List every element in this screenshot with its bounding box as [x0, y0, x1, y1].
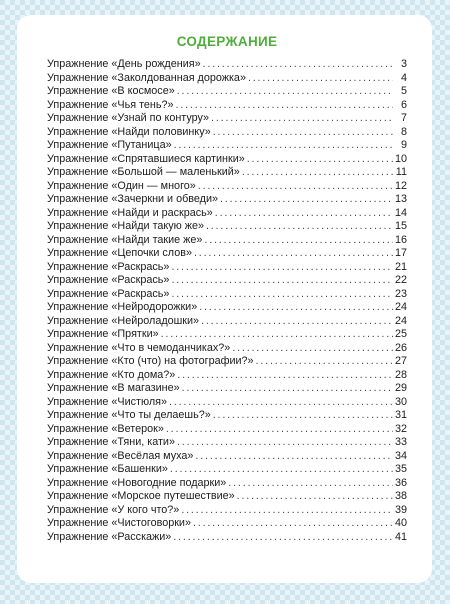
toc-entry-title: Упражнение «Заколдованная дорожка» — [47, 71, 246, 84]
toc-dot-leader — [171, 261, 393, 275]
page-title: СОДЕРЖАНИЕ — [176, 34, 278, 49]
toc-entry-page: 29 — [394, 382, 407, 394]
toc-entry[interactable] — [47, 261, 407, 275]
toc-dot-leader — [247, 153, 393, 167]
toc-entry-title: Упражнение «Прятки» — [47, 328, 159, 340]
toc-entry[interactable] — [47, 382, 407, 396]
toc-dot-leader — [166, 423, 393, 437]
toc-entry-page: 25 — [394, 328, 407, 340]
toc-entry-title: Упражнение «Найди и раскрась» — [47, 206, 213, 219]
toc-entry-page: 30 — [394, 395, 407, 408]
toc-dot-leader — [173, 531, 393, 545]
toc-entry-page: 6 — [400, 98, 407, 111]
toc-entry-title: Упражнение «Раскрась» — [47, 260, 170, 273]
toc-entry-title: Упражнение «Чистюля» — [47, 395, 168, 408]
toc-dot-leader — [182, 382, 393, 396]
toc-entry-title: Упражнение «Раскрась» — [47, 287, 170, 300]
toc-dot-leader — [201, 315, 393, 329]
toc-entry-title: Упражнение «Кто (что) на фотографии?» — [47, 355, 254, 367]
toc-entry[interactable] — [47, 220, 407, 234]
toc-entry-page: 22 — [394, 274, 407, 286]
toc-entry-page: 4 — [400, 71, 407, 84]
toc-entry[interactable] — [47, 477, 407, 491]
toc-entry-page: 34 — [394, 449, 407, 462]
toc-entry[interactable] — [47, 288, 407, 302]
toc-entry[interactable] — [47, 193, 407, 207]
toc-list — [47, 58, 407, 544]
toc-entry-title: Упражнение «Один — много» — [47, 179, 196, 192]
toc-entry-page: 24 — [394, 301, 407, 313]
toc-entry-page: 35 — [394, 463, 407, 475]
toc-entry[interactable] — [47, 274, 407, 288]
toc-dot-leader — [204, 234, 393, 248]
page-card — [17, 15, 432, 583]
toc-entry-page: 16 — [394, 233, 407, 246]
toc-entry[interactable] — [47, 166, 407, 180]
toc-dot-leader — [177, 85, 393, 99]
toc-dot-leader — [171, 274, 393, 288]
toc-entry-page: 3 — [400, 58, 407, 70]
toc-entry-title: Упражнение «Цепочки слов» — [47, 247, 192, 259]
toc-entry-page: 9 — [400, 139, 407, 151]
toc-entry-title: Упражнение «Путаница» — [47, 139, 172, 151]
toc-dot-leader — [181, 504, 393, 518]
toc-dot-leader — [193, 517, 393, 531]
toc-dot-leader — [161, 328, 393, 342]
toc-entry[interactable] — [47, 234, 407, 248]
toc-dot-leader — [213, 126, 393, 140]
toc-entry-title: Упражнение «Морское путешествие» — [47, 490, 235, 502]
toc-entry-title: Упражнение «Новогодние подарки» — [47, 476, 227, 489]
toc-entry[interactable] — [47, 153, 407, 167]
toc-entry-title: Упражнение «Зачеркни и обведи» — [47, 193, 218, 205]
toc-entry[interactable] — [47, 369, 407, 383]
toc-entry-page: 14 — [394, 206, 407, 219]
toc-dot-leader — [242, 166, 393, 180]
toc-entry-page: 5 — [400, 85, 407, 97]
toc-entry-page: 28 — [394, 368, 407, 381]
toc-entry[interactable] — [47, 58, 407, 72]
toc-entry-page: 41 — [394, 530, 407, 543]
toc-dot-leader — [171, 288, 393, 302]
toc-entry-title: Упражнение «Чья тень?» — [47, 98, 174, 111]
toc-entry-page: 36 — [394, 476, 407, 489]
toc-entry-page: 40 — [394, 517, 407, 529]
toc-entry-title: Упражнение «Чистоговорки» — [47, 517, 191, 529]
toc-entry-page: 10 — [394, 152, 407, 165]
toc-entry-title: Упражнение «В космосе» — [47, 85, 175, 97]
toc-entry-title: Упражнение «У кого что?» — [47, 503, 180, 516]
toc-entry[interactable] — [47, 342, 407, 356]
toc-dot-leader — [228, 477, 393, 491]
toc-entry-title: Упражнение «В магазине» — [47, 382, 180, 394]
toc-entry[interactable] — [47, 112, 407, 126]
toc-entry[interactable] — [47, 315, 407, 329]
toc-entry[interactable] — [47, 301, 407, 315]
toc-dot-leader — [195, 450, 393, 464]
toc-dot-leader — [199, 301, 393, 315]
toc-entry-page: 13 — [394, 193, 407, 205]
toc-entry[interactable] — [47, 423, 407, 437]
toc-dot-leader — [237, 490, 393, 504]
toc-entry-page: 11 — [395, 166, 407, 178]
toc-entry[interactable] — [47, 396, 407, 410]
toc-dot-leader — [232, 342, 393, 356]
toc-entry-page: 38 — [394, 490, 407, 502]
toc-dot-leader — [215, 207, 393, 221]
toc-entry[interactable] — [47, 463, 407, 477]
toc-dot-leader — [194, 247, 393, 261]
toc-entry-title: Упражнение «Найди такую же» — [47, 220, 204, 232]
toc-entry[interactable] — [47, 328, 407, 342]
toc-dot-leader — [169, 396, 393, 410]
toc-entry[interactable] — [47, 180, 407, 194]
toc-dot-leader — [256, 355, 393, 369]
toc-dot-leader — [206, 220, 393, 234]
toc-entry-title: Упражнение «Тяни, кати» — [47, 436, 175, 448]
toc-entry-title: Упражнение «Узнай по контуру» — [47, 112, 210, 124]
toc-entry-page: 7 — [400, 112, 407, 124]
toc-entry-page: 32 — [394, 422, 407, 435]
toc-dot-leader — [220, 193, 393, 207]
toc-entry-title: Упражнение «Найди половинку» — [47, 125, 211, 138]
toc-entry[interactable] — [47, 126, 407, 140]
toc-entry-title: Упражнение «Большой — маленький» — [47, 166, 240, 178]
toc-entry[interactable] — [47, 139, 407, 153]
toc-entry[interactable] — [47, 355, 407, 369]
toc-entry-title: Упражнение «Башенки» — [47, 463, 168, 475]
toc-dot-leader — [213, 409, 393, 423]
toc-entry-page: 15 — [394, 220, 407, 232]
toc-entry-page: 24 — [394, 314, 407, 327]
toc-dot-leader — [198, 180, 393, 194]
toc-entry-title: Упражнение «Что в чемоданчиках?» — [47, 341, 231, 354]
toc-entry[interactable] — [47, 99, 407, 113]
toc-entry[interactable] — [47, 207, 407, 221]
toc-entry-title: Упражнение «Весёлая муха» — [47, 449, 194, 462]
toc-entry[interactable] — [47, 85, 407, 99]
toc-entry[interactable] — [47, 72, 407, 86]
toc-entry-page: 26 — [394, 341, 407, 354]
toc-entry-page: 12 — [394, 179, 407, 192]
toc-entry[interactable] — [47, 517, 407, 531]
toc-dot-leader — [177, 369, 393, 383]
toc-dot-leader — [203, 58, 393, 72]
toc-entry-page: 33 — [394, 436, 407, 448]
toc-entry-page: 31 — [394, 409, 407, 421]
toc-entry-title: Упражнение «Ветерок» — [47, 422, 164, 435]
toc-dot-leader — [176, 99, 393, 113]
toc-entry-title: Упражнение «Расскажи» — [47, 530, 172, 543]
toc-entry-title: Упражнение «Найди такие же» — [47, 233, 203, 246]
toc-entry-page: 23 — [394, 287, 407, 300]
toc-entry-title: Упражнение «Нейроладошки» — [47, 314, 200, 327]
toc-entry-title: Упражнение «Кто дома?» — [47, 368, 176, 381]
toc-dot-leader — [248, 72, 393, 86]
toc-entry-page: 21 — [394, 260, 407, 273]
toc-entry-page: 8 — [400, 125, 407, 138]
toc-dot-leader — [211, 112, 393, 126]
toc-entry[interactable] — [47, 504, 407, 518]
toc-entry[interactable] — [47, 531, 407, 545]
toc-entry-page: 39 — [394, 503, 407, 516]
toc-entry[interactable] — [47, 247, 407, 261]
toc-dot-leader — [170, 463, 393, 477]
toc-entry-title: Упражнение «День рождения» — [47, 58, 201, 70]
toc-entry-title: Упражнение «Нейродорожки» — [47, 301, 198, 313]
toc-entry-page: 27 — [394, 355, 407, 367]
toc-entry-title: Упражнение «Что ты делаешь?» — [47, 409, 211, 421]
toc-entry-title: Упражнение «Спрятавшиеся картинки» — [47, 152, 245, 165]
toc-entry-title: Упражнение «Раскрась» — [47, 274, 170, 286]
toc-entry[interactable] — [47, 490, 407, 504]
toc-entry[interactable] — [47, 436, 407, 450]
toc-entry-page: 17 — [394, 247, 407, 259]
toc-entry[interactable] — [47, 409, 407, 423]
toc-dot-leader — [177, 436, 393, 450]
toc-entry[interactable] — [47, 450, 407, 464]
toc-dot-leader — [174, 139, 393, 153]
